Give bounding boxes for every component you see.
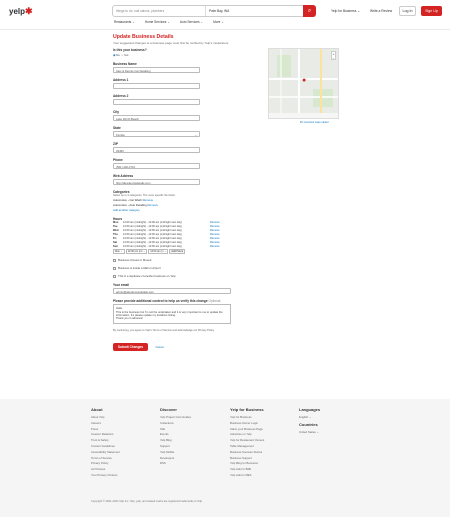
footer-heading: Yelp for Business [230, 407, 264, 412]
footer-about [91, 407, 120, 479]
footer-link[interactable]: Terms of Service [91, 455, 112, 460]
phone-label: Phone [113, 158, 123, 162]
zoom-controls[interactable]: + − [332, 52, 335, 60]
cancel-link[interactable]: Cancel [155, 346, 164, 350]
footer-link[interactable]: About Yelp [91, 415, 105, 419]
footer-heading: Languages [299, 407, 321, 412]
update-form [113, 34, 263, 353]
footer-link[interactable]: Yelp Ads for B2B [230, 467, 251, 472]
footer-link[interactable]: Ad Choices [91, 467, 106, 472]
hours-row [113, 244, 263, 248]
closed-checkbox[interactable]: Business Closed or Moved [113, 258, 263, 262]
email-field[interactable]: admin@alexdennisdetails.com [113, 288, 231, 294]
hours-label: Hours [113, 217, 123, 221]
owner-yes-radio[interactable]: ○ Yes [121, 53, 129, 57]
web-address-field[interactable]: http://alexdennisdetails.com [113, 179, 200, 185]
web-label: Web Address [113, 174, 134, 178]
hours-time: 12:00 am (midnight) - 12:00 am (midnight next day) [123, 240, 182, 244]
copyright: Copyright © 2004–2023 Yelp Inc. Yelp, yelp, and related marks are registered trademarks of Yelp. [91, 500, 203, 503]
login-button[interactable]: Log In [399, 6, 416, 16]
search-where-input[interactable]: Palm Bay, WA [209, 9, 230, 13]
yelp-for-business-link[interactable]: Yelp for Business ⌄ [331, 9, 361, 13]
terms-text: By continuing, you agree to Yelp's Terms of Service and acknowledge our Privacy Policy. [113, 329, 215, 333]
category-item: Automotive › Auto Detailing Remove [113, 203, 158, 207]
footer-link[interactable]: Accessibility Statement [91, 449, 120, 454]
footer-link[interactable]: Events [160, 432, 169, 437]
yelp-burst-icon: ✱ [25, 6, 33, 16]
signup-button[interactable]: Sign Up [421, 6, 442, 16]
write-review-link[interactable]: Write a Review [370, 9, 393, 13]
yelp-logo[interactable]: yelp✱ [9, 6, 33, 16]
footer-link[interactable]: Support [160, 443, 170, 448]
remove-category-link[interactable]: Remove [142, 198, 154, 202]
phone-field[interactable]: (561) 440-4710 [113, 163, 200, 169]
state-select[interactable]: Florida ⌄ [113, 131, 200, 137]
footer-languages [299, 407, 320, 421]
footer-link[interactable]: Trust & Safety [91, 438, 109, 443]
zip-field[interactable]: 33460 [113, 147, 200, 153]
footer-link[interactable]: Collections [160, 420, 174, 425]
add-category-link[interactable]: Add another category [113, 208, 140, 212]
hours-time: 12:00 am (midnight) - 12:00 am (midnight next day) [123, 244, 182, 248]
city-field[interactable]: Lake Worth Beach [113, 115, 200, 121]
day-select[interactable]: Mon ⌄ [115, 250, 123, 254]
footer-link[interactable]: Talk [160, 426, 165, 431]
remove-hours-link[interactable]: Remove [210, 229, 220, 233]
footer-heading: Discover [160, 407, 177, 412]
email-label: Your email [113, 283, 130, 288]
name-label: Business Name [113, 62, 137, 66]
hours-day: Sun [113, 244, 118, 248]
footer [0, 399, 450, 517]
owner-question: Is this your business? [113, 48, 147, 52]
footer-countries: Countries United States ⌄ [299, 422, 319, 434]
search-icon: ⌕ [307, 8, 312, 14]
address2-label: Address 2 [113, 94, 129, 98]
remove-hours-link[interactable]: Remove [210, 240, 220, 244]
nav-restaurants[interactable]: Restaurants ⌄ [114, 20, 135, 24]
address2-field[interactable] [113, 99, 200, 105]
state-label: State [113, 126, 121, 130]
nav-auto-services[interactable]: Auto Services ⌄ [179, 20, 204, 24]
footer-link[interactable]: Table Management [230, 443, 254, 448]
footer-link[interactable]: Yelp for Business [230, 415, 252, 419]
hours-day: Sat [113, 240, 118, 244]
nav-more[interactable]: More ⌄ [213, 20, 224, 24]
footer-link[interactable]: Yelp Mobile [160, 449, 175, 454]
page-title: Update Business Details [113, 34, 174, 40]
context-label: Please provide additional context to help us verify this change Optional [113, 299, 221, 304]
footer-link[interactable]: Business Success Stories [230, 449, 263, 454]
add-hours-row [113, 249, 263, 254]
address1-label: Address 1 [113, 78, 129, 82]
search-button[interactable] [303, 5, 316, 17]
hours-time: 12:00 am (midnight) - 12:00 am (midnight next day) [123, 221, 182, 225]
page-subtitle: Your suggested changes to a business page must first be verified by Yelp's moderators. [113, 41, 230, 45]
footer-link[interactable]: Careers [91, 420, 101, 425]
search-what-input[interactable]: things to do, nail salons, plumbers [113, 6, 206, 16]
footer-link[interactable]: Yelp for Restaurant Owners [230, 438, 265, 443]
country-select[interactable]: United States ⌄ [299, 430, 319, 434]
footer-link[interactable]: Press [91, 426, 99, 431]
footer-business [230, 407, 264, 479]
remove-hours-link[interactable]: Remove [210, 225, 220, 229]
remove-category-link[interactable]: Remove [147, 203, 158, 207]
map-marker-icon[interactable]: ● [302, 77, 307, 84]
owner-no-radio[interactable]: ◉ No [113, 53, 120, 57]
fix-map-marker-link[interactable]: Fix incorrect map marker [300, 121, 329, 124]
footer-link[interactable]: Privacy Policy [91, 461, 109, 466]
footer-link[interactable]: Business Owner Login [230, 420, 258, 425]
hours-day: Mon [113, 221, 119, 225]
footer-link[interactable]: English ⌄ [299, 415, 312, 419]
remove-hours-link[interactable]: Remove [210, 244, 220, 248]
remove-hours-link[interactable]: Remove [210, 221, 220, 225]
mall-checkbox[interactable]: Business is inside a Mall or Airport [113, 266, 263, 270]
remove-hours-link[interactable]: Remove [210, 233, 220, 237]
hours-time: 12:00 am (midnight) - 12:00 am (midnight next day) [123, 237, 182, 240]
close-time-select[interactable]: 12:00 am (n ⌄ [150, 250, 167, 254]
address1-field[interactable] [113, 83, 200, 89]
nav-home-services[interactable]: Home Services ⌄ [144, 20, 170, 24]
hours-day: Thu [113, 233, 118, 237]
add-hours-button[interactable]: Add Hours [171, 250, 184, 254]
footer-link[interactable]: Content Guidelines [91, 443, 115, 448]
footer-discover [160, 407, 191, 467]
hours-time: 12:00 am (midnight) - 12:00 am (midnight next day) [123, 225, 182, 229]
category-nav [114, 20, 224, 24]
footer-link[interactable]: Advertise on Yelp [230, 432, 252, 437]
business-name-field[interactable]: Alex & Dennis Car Detailing [113, 67, 200, 73]
footer-link[interactable]: Yelp Blog [160, 438, 172, 443]
hours-list [113, 221, 263, 248]
city-label: City [113, 110, 120, 114]
hours-time: 12:00 am (midnight) - 12:00 am (midnight next day) [123, 229, 182, 233]
map-graphic [269, 49, 339, 119]
remove-hours-link[interactable]: Remove [210, 237, 220, 240]
location-map[interactable] [268, 48, 339, 119]
footer-link[interactable]: Yelp Blog for Business [230, 461, 258, 466]
categories-hint: Select up to 3 categories. The more specific the better. [113, 194, 176, 197]
context-textarea[interactable]: Hello, This is the business but I'm not the undertaker and it is very important to me to update the information. It's please update my locations listing. Thank you in advance! [113, 304, 231, 324]
footer-link[interactable]: Developers [160, 455, 175, 460]
owner-radio-group [113, 53, 263, 57]
chevron-down-icon: ⌄ [194, 133, 197, 137]
hours-day: Wed [113, 229, 119, 233]
hours-day: Fri [113, 237, 117, 240]
footer-link[interactable]: Yelp Ads for RES [230, 472, 252, 477]
search-bar [112, 5, 316, 17]
hours-day: Tue [113, 225, 118, 229]
hours-time: 12:00 am (midnight) - 12:00 am (midnight next day) [123, 233, 182, 237]
footer-link[interactable]: Yelp Project Cost Guides [160, 415, 191, 419]
footer-link[interactable]: RSS [160, 461, 166, 466]
open-time-select[interactable]: 12:00 pm (no ⌄ [127, 250, 146, 254]
zip-label: ZIP [113, 142, 118, 146]
footer-link[interactable]: Claim your Business Page [230, 426, 263, 431]
footer-link[interactable]: Business Support [230, 455, 252, 460]
header [0, 0, 450, 30]
submit-changes-button[interactable]: Submit Changes [113, 343, 148, 351]
category-item: Automotive › Car Wash Remove [113, 198, 154, 202]
footer-heading: About [91, 407, 103, 412]
form-actions [113, 335, 263, 353]
categories-label: Categories [113, 190, 130, 194]
footer-link[interactable]: Investor Relations [91, 432, 114, 437]
footer-link[interactable]: Your Privacy Choices [91, 472, 118, 477]
duplicate-checkbox[interactable]: This is a duplicate of another business on Yelp [113, 274, 263, 278]
